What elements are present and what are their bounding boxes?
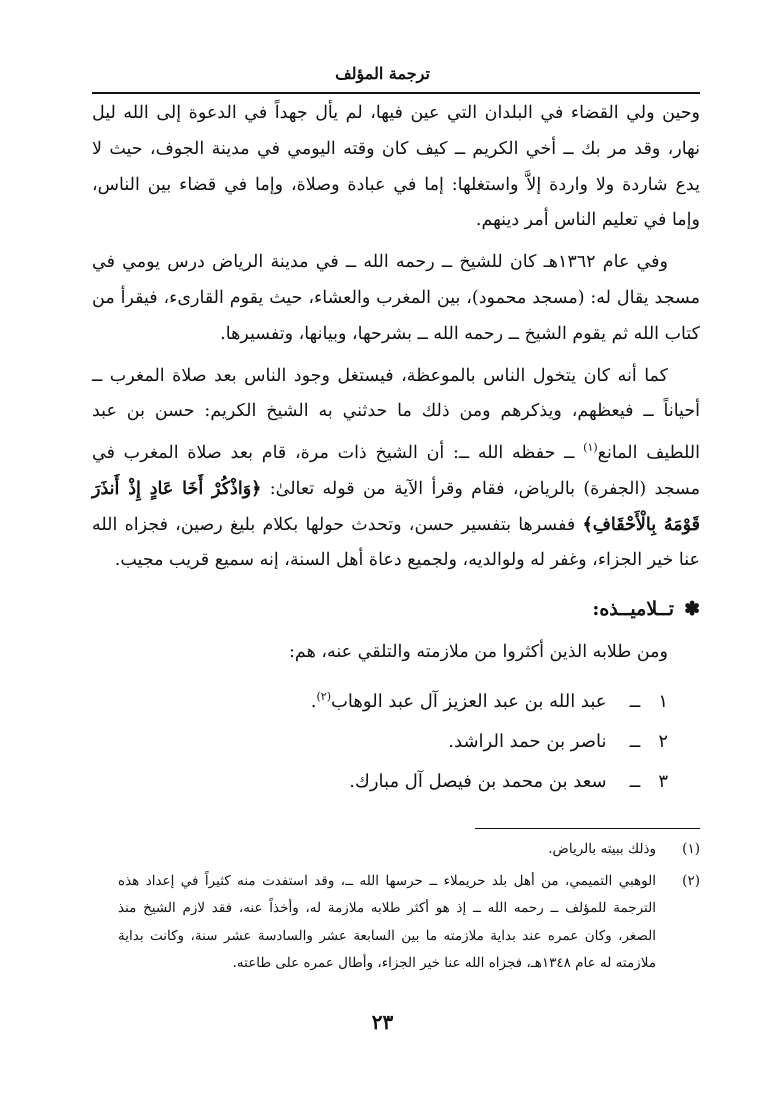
paragraph-1 — [92, 96, 700, 239]
section-heading — [92, 591, 700, 627]
list-item-dash: ــ — [629, 770, 641, 792]
list-item-number: ٣ — [658, 770, 668, 792]
paragraph-3-part-1: كما أنه كان يتخول الناس بالموعظة، فيستغل وجود الناس بعد صلاة المغرب ــ أحياناً ــ فيعظهم، ويذكرهم ومن ذلك ما حدثني به الشيخ الكريم: حسن بن عبد اللطيف المانع — [92, 365, 700, 463]
student-name: ناصر بن حمد الراشد — [454, 730, 607, 752]
paragraph-2 — [92, 245, 700, 352]
footnote-ref-2: (٢) — [316, 689, 331, 703]
page-number: ٢٣ — [371, 1010, 394, 1034]
footnote — [118, 868, 700, 978]
footnote-rule — [475, 828, 700, 829]
paragraph-2-text: وفي عام ١٣٦٢هـ كان للشيخ ــ رحمه الله ــ في مدينة الرياض درس يومي في مسجد يقال له: (مسجد محمود)، بين المغرب والعشاء، حيث يقوم القارىء، فيقرأ من كتاب الله ثم يقوم الشيخ ــ رحمه الله ــ بشرحها، وبيانها، وتفسيرها. — [92, 252, 700, 344]
body-text — [92, 96, 700, 802]
section-heading-text: تــلاميــذه: — [592, 598, 675, 621]
footnote-number: (١) — [682, 841, 700, 857]
list-item-end: . — [448, 730, 454, 752]
list-item-end: . — [349, 770, 355, 792]
footnotes — [118, 836, 700, 982]
list-item-end: . — [310, 690, 317, 712]
list-item-dash: ــ — [629, 730, 641, 752]
footnote-number: (٢) — [682, 872, 700, 889]
footnote-text: الوهبي التميمي، من أهل بلد حريملاء ــ حرسها الله ــ، وقد استفدت منه كثيراً في إعداد هذه الترجمة للمؤلف ــ رحمه الله ــ إذ هو أكثر طلابه ملازمة له، وأخذاً عنه، فقد لازم الشيخ منذ الصغر، وكان عمره عند بداية ملازمته ما بين السابعة عشر والسادسة عشر سنة، وكانت بداية ملازمته له عام ١٣٤٨هـ، فجزاه الله عنا خير الجزاء، وأطال عمره على طاعته. — [118, 872, 656, 971]
list-item — [92, 762, 700, 802]
paragraph-3-text — [92, 359, 700, 580]
star-icon: ✽ — [684, 598, 700, 621]
students-intro — [92, 635, 700, 671]
running-head: ترجمة المؤلف — [335, 64, 430, 83]
quran-verse: ﴿وَاذْكُرْ أَخَا عَادٍ إِذْ أَنذَرَ قَوْمَهُ بِالْأَحْقَافِ﴾ — [92, 478, 700, 535]
student-name: عبد الله بن عبد العزيز آل عبد الوهاب — [330, 690, 607, 712]
list-item-number: ٢ — [658, 730, 668, 752]
footnote-ref-1: (١) — [583, 441, 598, 455]
list-item-dash: ــ — [629, 690, 641, 712]
footnote-text: وذلك ببيته بالرياض. — [548, 841, 656, 857]
students-list — [92, 677, 700, 802]
paragraph-3-part-2: ــ حفظه الله ــ: أن الشيخ ذات مرة، قام بعد صلاة المغرب في مسجد (الجفرة) بالرياض، فقام وقرأ الآية من قوله تعالىٰ: — [92, 443, 700, 499]
list-item — [92, 677, 700, 722]
list-item — [92, 722, 700, 762]
header-rule — [92, 92, 700, 94]
student-name: سعد بن محمد بن فيصل آل مبارك — [355, 770, 607, 792]
paragraph-1-text: وحين ولي القضاء في البلدان التي عين فيها، لم يأل جهداً في الدعوة إلى الله ليل نهار، وقد مر بك ــ أخي الكريم ــ كيف كان وقته اليومي في مدينة الجوف، حيث لا يدع شاردة ولا واردة إلاَّ واستغلها: إما في عبادة وصلاة، وإما في قضاء بين الناس، وإما في تعليم الناس أمر دينهم. — [92, 103, 700, 231]
paragraph-3-part-3: ففسرها بتفسير حسن، وتحدث حولها بكلام بليغ رصين، فجزاه الله عنا خير الجزاء، وغفر له ولوالديه، ولجميع دعاة أهل السنة، إنه سميع قريب مجيب. — [92, 514, 700, 571]
students-intro-text: ومن طلابه الذين أكثروا من ملازمته والتلقي عنه، هم: — [289, 642, 668, 663]
paragraph-3 — [92, 359, 700, 580]
footnote — [118, 836, 700, 864]
list-item-number: ١ — [658, 690, 668, 712]
